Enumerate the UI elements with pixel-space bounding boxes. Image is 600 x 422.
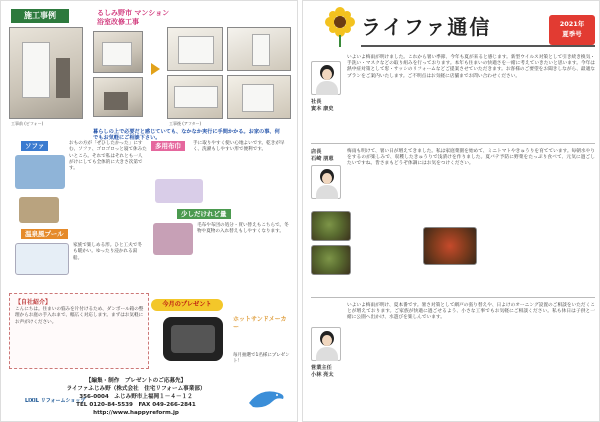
staff1-text: 梅雨も明けて、暑い日が増えてきました。私は家庭菜園を始めて、ミニトマトやきゅうりを育てています。毎朝水やりをするのが楽しみで、収穫したきゅうりで浅漬けを作りました。夏バテ予防に野菜をたっぷり食べて、元気に過ごしたいですね。皆さまもどうぞ体調にはお気をつけください。 xyxy=(347,149,595,167)
intro-text: こんにちは。住まいの悩みを片付けるため、ダンボール箱の整理からお庭の手入れまで、幅広く対応します。まずはお気軽にお声がけください。 xyxy=(15,307,144,325)
sofa-tag: ソファ xyxy=(21,141,48,151)
present-name: ホットサンドメーカー xyxy=(233,316,287,331)
sofa-image xyxy=(15,155,65,189)
before-photo-1 xyxy=(9,27,83,119)
dolphin-icon xyxy=(247,385,287,413)
divider-1 xyxy=(311,143,595,144)
after-photo-2 xyxy=(227,27,291,71)
food-photo-2 xyxy=(311,245,351,275)
lixil-logo: LIXIL リフォームショップ xyxy=(25,398,86,404)
pool-text: 家族で楽しめる形。ひと工夫で冬も暖かい。ゆったり浸かれる湯船。 xyxy=(73,243,142,261)
contact-line-1: 【編集・制作 プレゼントのご応募先】 xyxy=(85,378,187,384)
sofa-text: おもの方が「ぜひしたかった」にすむ、ソファ、ゴロゴロっと寝て休みたいところ。それで私はそれとも一人がけにしても全体的に大きさ次第です。 xyxy=(69,141,147,172)
after-photo-4 xyxy=(227,75,291,119)
intro-heading: 【自社紹介】 xyxy=(15,299,52,306)
title-rule xyxy=(361,45,595,47)
after-caption: 工事後 (アフター) xyxy=(169,121,202,126)
mansion-label: るしみ野市 マンション 浴室改修工事 xyxy=(97,9,170,26)
towel-text: 手に取りやすく使い心地よいです。乾きが早く、洗濯もしやすい形で便利です。 xyxy=(193,141,285,153)
pool-tag: 温泉風プール xyxy=(21,229,68,239)
before-photo-2 xyxy=(93,31,143,73)
present-image xyxy=(163,317,223,361)
present-caption: 毎月抽選で1名様にプレゼント！ xyxy=(233,353,290,364)
staff1-portrait xyxy=(311,165,341,199)
left-page xyxy=(0,0,298,422)
case-study-tag: 施工事例 xyxy=(11,9,69,23)
present-tag: 今月のプレゼント xyxy=(151,299,223,311)
contact-line-2: ライファふじみ野（株式会社 住宅リフォーム事業部） xyxy=(66,386,206,392)
president-portrait xyxy=(311,61,341,95)
staff2-text: いよいよ梅雨が明け、夏本番です。暑さ対策として網戸の張り替えや、日よけのオーニング設置のご相談をいただくことが増えております。ご家族が快適に過ごせるよう、小さな工事でもお気軽にご相談ください。私も休日は子供と一緒に公園へ出かけ、水遊びを楽しんでいます。 xyxy=(347,303,595,321)
blanket-image xyxy=(153,223,193,255)
sunflower-icon xyxy=(323,7,357,47)
blue-note: 暮らしの上で必要だと感じていても、なかなか実行に手間かかる。お家の事、何でもお気軽にご相談下さい。 xyxy=(93,129,280,141)
towel-image xyxy=(155,179,203,203)
president-caption: 社長 寅本 康史 xyxy=(311,99,334,112)
year-badge: 2021年 夏季号 xyxy=(549,15,595,45)
president-text: いよいよ梅雨が明けました。これから暑い季節、今年も夏が来ると感じます。新型ウイルス対策として引き続き換気・手洗い・マスクなどの取り組みを行っております。本年も住まいの快適さを一緒に考えていきたいと思います。今年は熱中症対策として窓・サッシのリフォームなどご提案させていただきます。お客様のご要望をお聞きしながら、最適なプランをご案内いたします。ご不明点はお気軽に店舗までお問い合わせください。 xyxy=(347,55,595,79)
towel-tag: 多用布巾 xyxy=(151,141,185,151)
sofa-image-2 xyxy=(19,197,59,223)
staff2-caption: 営業主任 小林 亮太 xyxy=(311,365,334,378)
contact-line-5: http://www.happyreform.jp xyxy=(93,410,179,416)
blanket-text: 毛布や布団の処分・買い替えもこちらで。冬物や夏物の入れ替えもしやすくなります。 xyxy=(197,223,289,235)
after-photo-3 xyxy=(167,75,223,119)
food-photo-3 xyxy=(423,227,477,265)
newsletter-title: ライファ通信 xyxy=(361,15,492,39)
after-photo-1 xyxy=(167,27,223,71)
blanket-tag: 少しだけれど量 xyxy=(177,209,231,219)
pool-image xyxy=(15,243,69,275)
before-caption: 工事前 (ビフォー) xyxy=(11,121,44,126)
divider-2 xyxy=(311,297,595,298)
staff1-caption: 店長 石崎 朋恵 xyxy=(311,149,334,162)
food-photo-1 xyxy=(311,211,351,241)
arrow-icon xyxy=(151,63,160,75)
right-page xyxy=(302,0,600,422)
contact-line-4: TEL 0120-84-5539 FAX 049-266-2841 xyxy=(76,402,196,408)
contact-line-3: 356-0004 ふじみ野市上福岡１－４－１２ xyxy=(79,394,193,400)
staff2-portrait xyxy=(311,327,341,361)
before-photo-3 xyxy=(93,77,143,117)
